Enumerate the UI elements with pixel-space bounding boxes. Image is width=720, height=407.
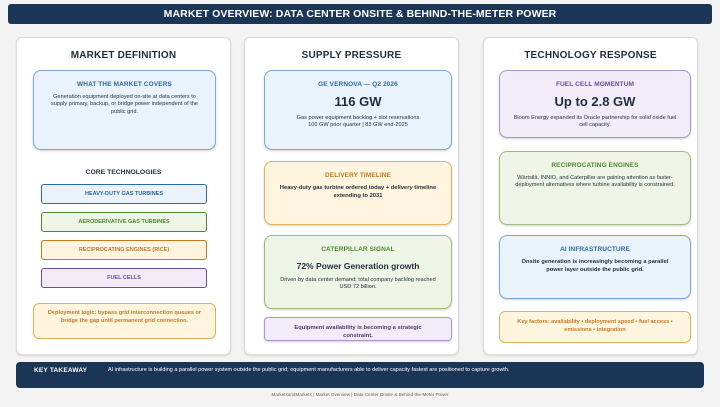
equipment-constraint-note xyxy=(264,317,452,341)
fuel-cell-value: Up to 2.8 GW xyxy=(554,94,636,109)
delivery-timeline-title: DELIVERY TIMELINE xyxy=(325,172,391,179)
supply-pressure-panel xyxy=(244,37,459,355)
tech-heavy-duty-gas-turbines: HEAVY-DUTY GAS TURBINES xyxy=(41,184,207,204)
fuel-cell-card xyxy=(499,70,691,138)
market-coverage-card xyxy=(33,70,216,150)
tech-aeroderivative-gas-turbines: AERODERIVATIVE GAS TURBINES xyxy=(41,212,207,232)
page-title: MARKET OVERVIEW: DATA CENTER ONSITE & BEHIND-THE-METER POWER xyxy=(8,4,712,24)
deployment-logic-note: Deployment logic: bypass grid interconnection queues or bridge the gap until permanent grid connection. xyxy=(33,303,216,339)
equipment-constraint-text: Equipment availability is becoming a strategic constraint. xyxy=(294,325,422,339)
reciprocating-engines-card xyxy=(499,151,691,225)
ge-vernova-backlog-text: Gas power equipment backlog + slot reservations xyxy=(296,115,420,121)
caterpillar-signal-card xyxy=(264,235,452,309)
key-factors-note: Key factors: availability • deployment speed • fuel access • emissions • integration xyxy=(499,311,691,343)
technology-response-title: TECHNOLOGY RESPONSE xyxy=(524,50,657,61)
ai-infrastructure-title: AI INFRASTRUCTURE xyxy=(560,246,630,253)
delivery-timeline-text: Heavy-duty gas turbine ordered today + delivery timeline extending to 2031 xyxy=(279,185,437,199)
ge-vernova-card xyxy=(264,70,452,150)
supply-pressure-title: SUPPLY PRESSURE xyxy=(301,50,402,61)
ai-infrastructure-card xyxy=(499,235,691,299)
caterpillar-growth-value: 72% Power Generation growth xyxy=(296,261,420,271)
technology-response-panel xyxy=(483,37,698,355)
core-technologies-label: CORE TECHNOLOGIES xyxy=(85,169,162,176)
caterpillar-signal-title: CATERPILLAR SIGNAL xyxy=(321,246,395,253)
key-takeaway-banner xyxy=(16,362,704,388)
caterpillar-signal-text: Driven by data center demand; total company backlog reached USD 72 billion. xyxy=(280,277,436,291)
market-definition-panel xyxy=(16,37,231,355)
market-definition-title: MARKET DEFINITION xyxy=(70,50,177,61)
fuel-cell-text: Bloom Energy expanded its Oracle partnership for solid oxide fuel cell capacity. xyxy=(513,115,677,129)
ge-vernova-title: GE VERNOVA — Q2 2026 xyxy=(318,81,398,88)
reciprocating-engines-title: RECIPROCATING ENGINES xyxy=(551,162,639,169)
footer-source: MarketsandMarkets | Market Overview | Data Center Onsite & Behind-the-Meter Power xyxy=(271,392,449,397)
delivery-timeline-card xyxy=(264,161,452,225)
key-takeaway-label: KEY TAKEAWAY xyxy=(34,367,88,374)
ai-infrastructure-text: Onsite generation is increasingly becoming a parallel power layer outside the public grid. xyxy=(521,259,669,273)
ge-vernova-prior-text: 100 GW prior quarter | 83 GW end-2025 xyxy=(308,122,408,129)
reciprocating-engines-text: Wärtsilä, INNIO, and Caterpillar are gaining attention as faster-deployment alternatives where turbine availability is constrained. xyxy=(515,175,675,189)
fuel-cell-title: FUEL CELL MOMENTUM xyxy=(555,81,635,88)
market-coverage-text: Generation equipment deployed on-site at data centers to supply primary, backup, or bridge power independent of the public grid. xyxy=(51,94,198,115)
key-takeaway-text: AI infrastructure is building a parallel power system outside the public grid; equipment manufacturers able to deliver capacity fastest are positioned to capture growth. xyxy=(108,367,510,373)
market-coverage-title: WHAT THE MARKET COVERS xyxy=(77,81,172,88)
ge-vernova-value: 116 GW xyxy=(334,94,382,109)
tech-fuel-cells: FUEL CELLS xyxy=(41,268,207,288)
tech-reciprocating-engines: RECIPROCATING ENGINES (RICE) xyxy=(41,240,207,260)
